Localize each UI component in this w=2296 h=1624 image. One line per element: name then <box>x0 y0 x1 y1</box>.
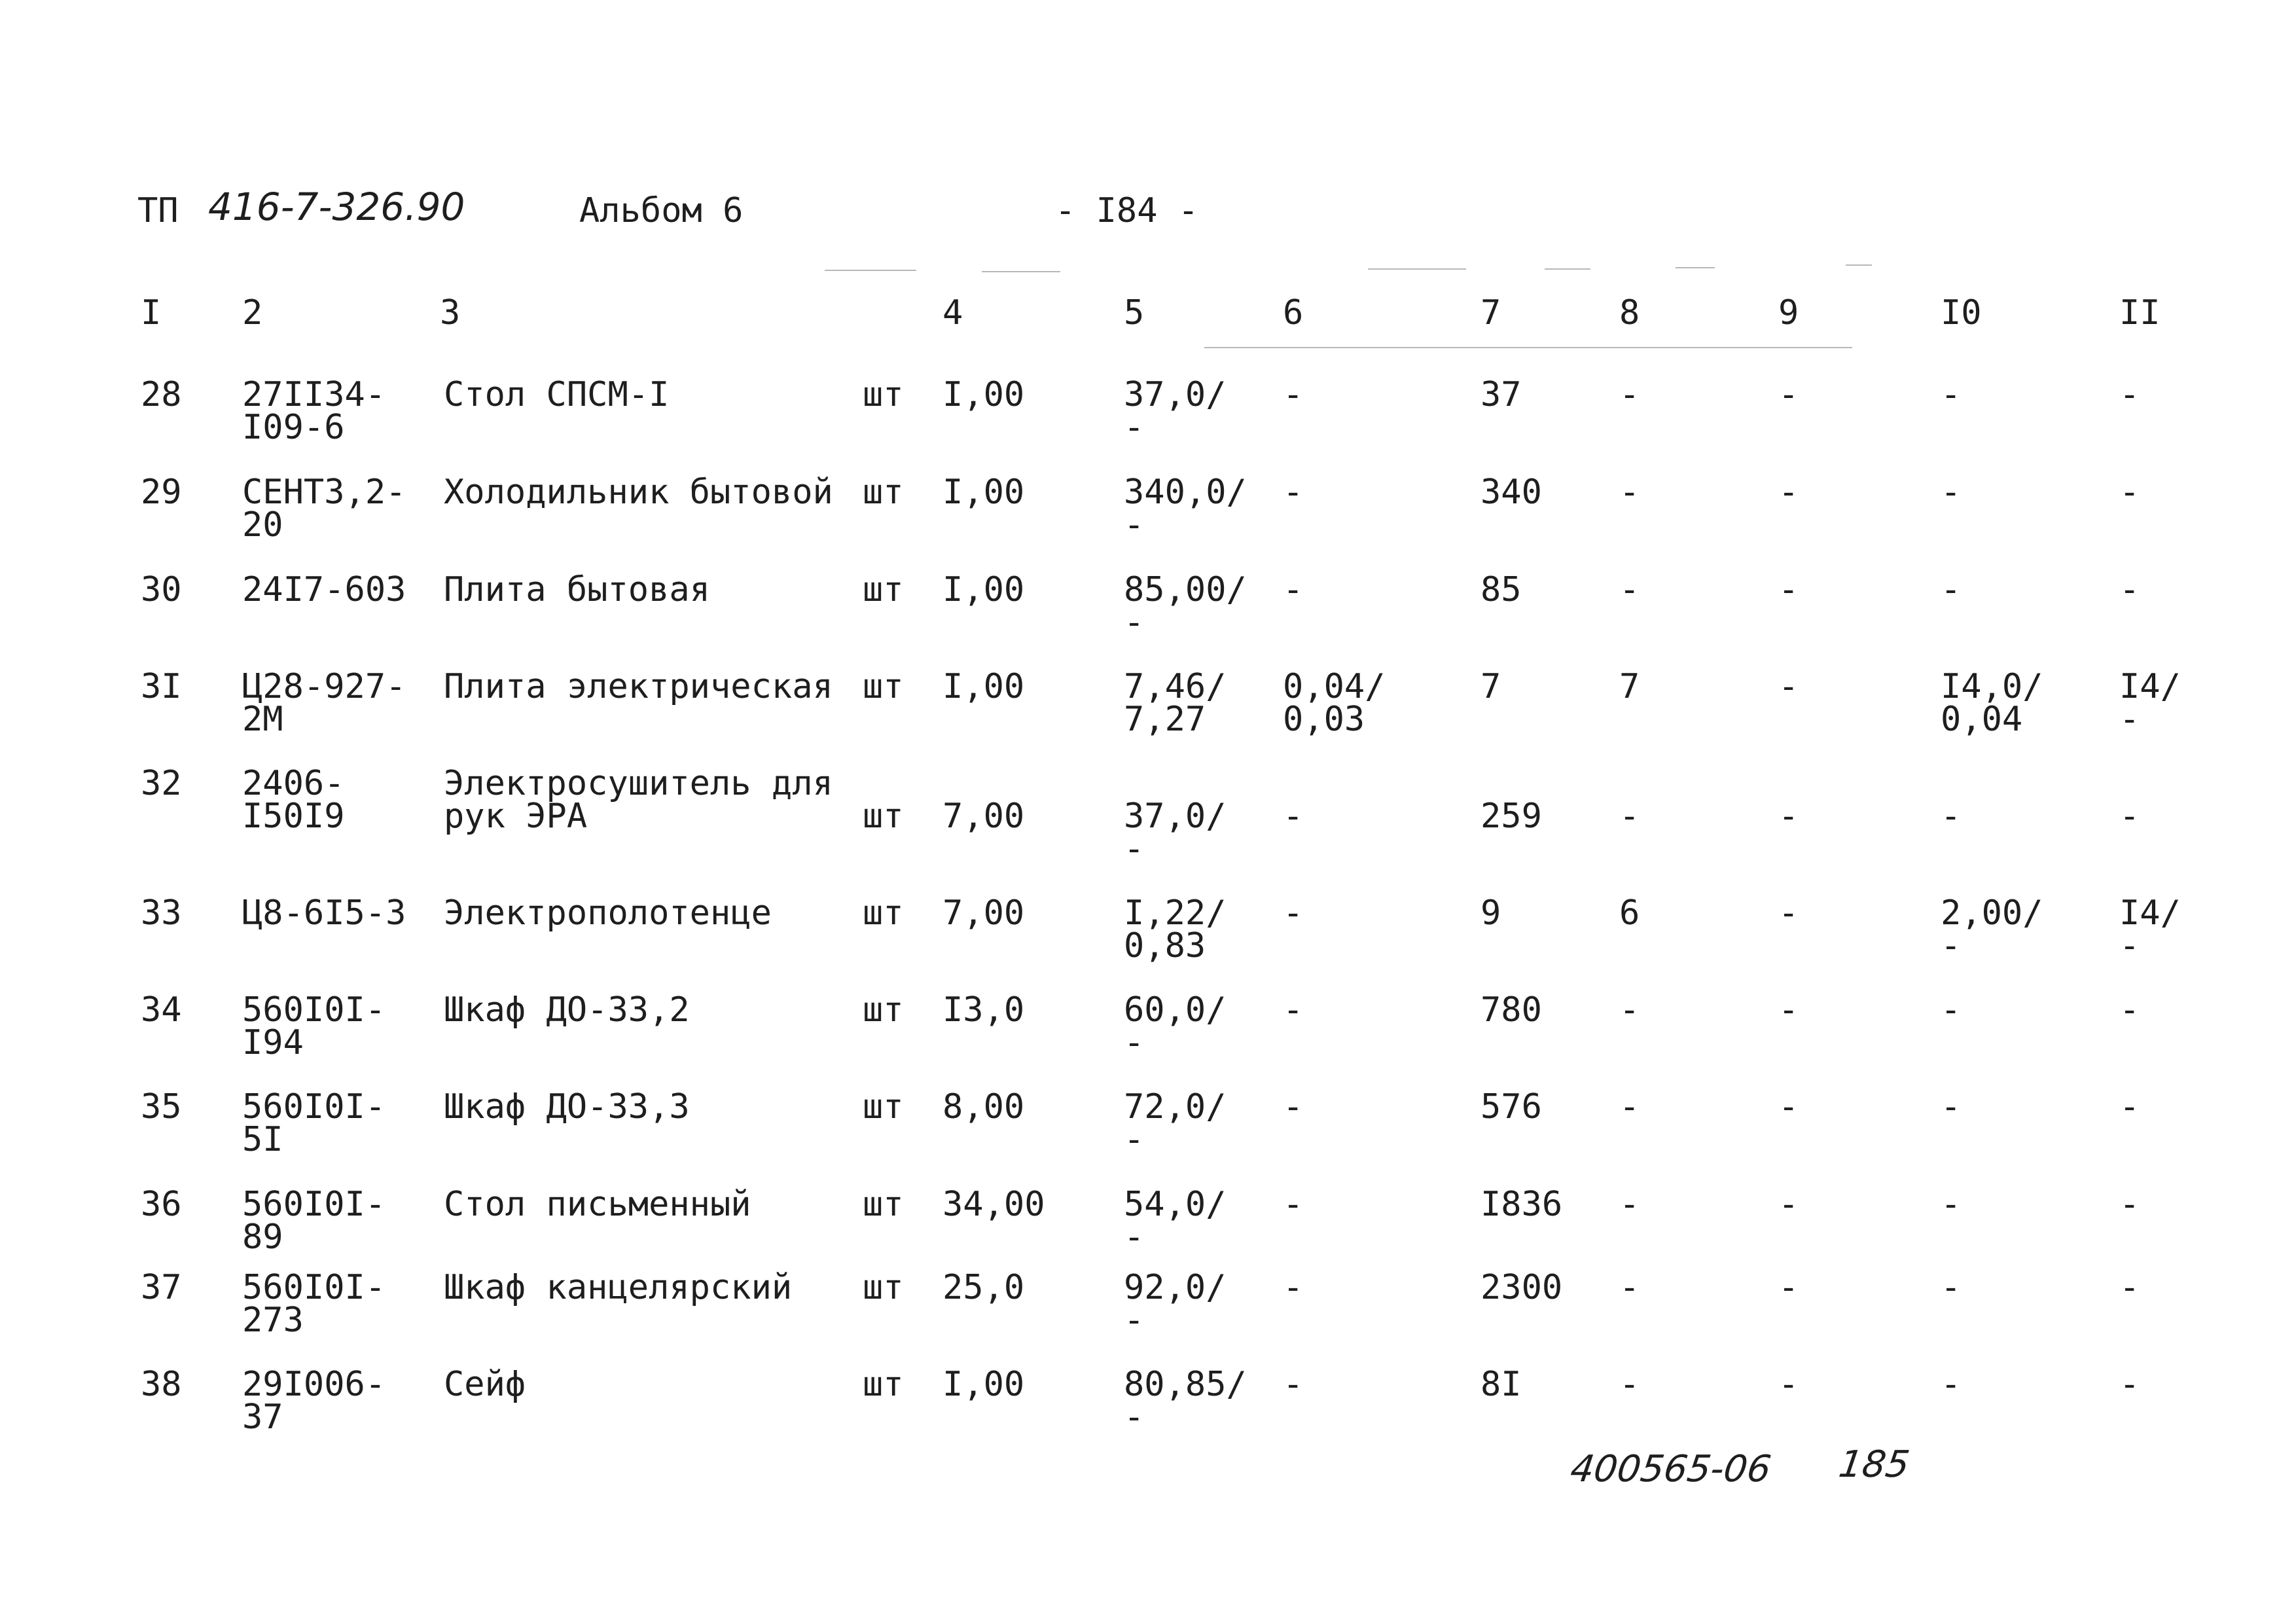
column-number: I <box>141 293 162 333</box>
quantity: I,00 <box>942 667 1025 706</box>
column-number: 8 <box>1619 293 1640 333</box>
item-code: Ц8-6I5-3 <box>242 893 406 933</box>
unit: шт <box>863 1365 904 1404</box>
document-code-number: 416-7-326.90 <box>208 185 465 229</box>
col10-value: - <box>1941 797 1962 836</box>
col7-value: I836 <box>1480 1185 1563 1224</box>
table-row <box>0 1268 2296 1363</box>
item-name: Электрополотенце <box>444 893 772 933</box>
col9-value: - <box>1778 797 1799 836</box>
col5-value: 92,0/ - <box>1124 1268 1227 1340</box>
col11-value: - <box>2119 797 2140 836</box>
col10-value: - <box>1941 473 1962 512</box>
col7-value: 9 <box>1480 893 1501 933</box>
quantity: 34,00 <box>942 1185 1045 1224</box>
unit: шт <box>863 893 904 933</box>
unit: шт <box>863 1185 904 1224</box>
col11-value: - <box>2119 570 2140 609</box>
col11-value: - <box>2119 1185 2140 1224</box>
col6-value: - <box>1283 375 1304 414</box>
col9-value: - <box>1778 1087 1799 1127</box>
item-name: Электросушитель для рук ЭРА <box>444 764 833 836</box>
scan-speck <box>1368 268 1466 270</box>
item-code: Ц28-927- 2М <box>242 667 406 739</box>
unit: шт <box>863 570 904 609</box>
table-row <box>0 570 2296 665</box>
col8-value: 6 <box>1619 893 1640 933</box>
table-row <box>0 1087 2296 1182</box>
item-name: Шкаф ДО-33,2 <box>444 990 690 1030</box>
table-row <box>0 375 2296 470</box>
col5-value: 7,46/ 7,27 <box>1124 667 1227 739</box>
row-number: 38 <box>141 1365 182 1404</box>
col9-value: - <box>1778 570 1799 609</box>
col9-value: - <box>1778 1268 1799 1307</box>
col5-value: 60,0/ - <box>1124 990 1227 1062</box>
scan-speck <box>1676 267 1715 268</box>
item-code: 560I0I- 5I <box>242 1087 386 1159</box>
col7-value: 780 <box>1480 990 1542 1030</box>
col5-value: 85,00/ - <box>1124 570 1247 642</box>
col6-value: - <box>1283 1087 1304 1127</box>
unit: шт <box>863 1268 904 1307</box>
col7-value: 7 <box>1480 667 1501 706</box>
col9-value: - <box>1778 375 1799 414</box>
col9-value: - <box>1778 473 1799 512</box>
table-row <box>0 764 2296 869</box>
item-code: 560I0I- 89 <box>242 1185 386 1257</box>
album-label: Альбом 6 <box>579 191 744 230</box>
col7-value: 37 <box>1480 375 1522 414</box>
col10-value: - <box>1941 570 1962 609</box>
item-name: Плита бытовая <box>444 570 710 609</box>
quantity: I,00 <box>942 375 1025 414</box>
row-number: 30 <box>141 570 182 609</box>
item-name: Шкаф канцелярский <box>444 1268 793 1307</box>
item-code: 24I7-603 <box>242 570 406 609</box>
column-number: 2 <box>242 293 263 333</box>
item-name: Шкаф ДО-33,3 <box>444 1087 690 1127</box>
quantity: I,00 <box>942 473 1025 512</box>
table-row <box>0 667 2296 762</box>
scan-speck <box>825 270 916 271</box>
col9-value: - <box>1778 893 1799 933</box>
quantity: 8,00 <box>942 1087 1025 1127</box>
col9-value: - <box>1778 990 1799 1030</box>
item-code: 560I0I- I94 <box>242 990 386 1062</box>
row-number: 33 <box>141 893 182 933</box>
scan-speck <box>982 271 1060 272</box>
quantity: 25,0 <box>942 1268 1025 1307</box>
quantity: 7,00 <box>942 797 1025 836</box>
item-code: 27II34- I09-6 <box>242 375 386 447</box>
col9-value: - <box>1778 1185 1799 1224</box>
col8-value: 7 <box>1619 667 1640 706</box>
row-number: 29 <box>141 473 182 512</box>
col10-value: - <box>1941 1268 1962 1307</box>
col11-value: - <box>2119 1365 2140 1404</box>
scan-speck <box>1204 347 1852 348</box>
col7-value: 576 <box>1480 1087 1542 1127</box>
quantity: 7,00 <box>942 893 1025 933</box>
col10-value: - <box>1941 1365 1962 1404</box>
column-number: 4 <box>942 293 963 333</box>
quantity: I,00 <box>942 1365 1025 1404</box>
col8-value: - <box>1619 473 1640 512</box>
col9-value: - <box>1778 1365 1799 1404</box>
item-code: 560I0I- 273 <box>242 1268 386 1340</box>
column-number: 5 <box>1124 293 1145 333</box>
col6-value: - <box>1283 473 1304 512</box>
item-name: Сейф <box>444 1365 526 1404</box>
quantity: I,00 <box>942 570 1025 609</box>
col10-value: - <box>1941 1185 1962 1224</box>
unit: шт <box>863 990 904 1030</box>
col9-value: - <box>1778 667 1799 706</box>
col8-value: - <box>1619 1268 1640 1307</box>
col8-value: - <box>1619 1185 1640 1224</box>
col11-value: I4/ - <box>2119 667 2181 739</box>
col5-value: 37,0/ - <box>1124 797 1227 869</box>
scan-speck <box>1545 268 1590 270</box>
row-number: 32 <box>141 764 182 803</box>
column-number: II <box>2119 293 2161 333</box>
col8-value: - <box>1619 990 1640 1030</box>
col7-value: 85 <box>1480 570 1522 609</box>
unit: шт <box>863 1087 904 1127</box>
column-number: 7 <box>1480 293 1501 333</box>
col5-value: 80,85/ - <box>1124 1365 1247 1437</box>
col6-value: - <box>1283 1365 1304 1404</box>
col6-value: - <box>1283 990 1304 1030</box>
col6-value: - <box>1283 570 1304 609</box>
row-number: 36 <box>141 1185 182 1224</box>
col7-value: 340 <box>1480 473 1542 512</box>
column-number: 9 <box>1778 293 1799 333</box>
row-number: 28 <box>141 375 182 414</box>
col11-value: - <box>2119 1268 2140 1307</box>
table-row <box>0 1365 2296 1460</box>
col5-value: 54,0/ - <box>1124 1185 1227 1257</box>
table-row <box>0 473 2296 568</box>
col7-value: 2300 <box>1480 1268 1563 1307</box>
col6-value: - <box>1283 1185 1304 1224</box>
unit: шт <box>863 473 904 512</box>
col6-value: - <box>1283 893 1304 933</box>
col5-value: 37,0/ - <box>1124 375 1227 447</box>
col8-value: - <box>1619 797 1640 836</box>
item-code: 2406- I50I9 <box>242 764 345 836</box>
col8-value: - <box>1619 570 1640 609</box>
item-code: 29I006- 37 <box>242 1365 386 1437</box>
item-name: Стол СПСМ-I <box>444 375 670 414</box>
sheet-number: 185 <box>1836 1443 1912 1486</box>
quantity: I3,0 <box>942 990 1025 1030</box>
col11-value: - <box>2119 1087 2140 1127</box>
table-row <box>0 990 2296 1085</box>
col10-value: - <box>1941 990 1962 1030</box>
col5-value: 72,0/ - <box>1124 1087 1227 1159</box>
col11-value: I4/ - <box>2119 893 2181 965</box>
item-name: Стол письменный <box>444 1185 751 1224</box>
document-code-prefix: ТП <box>137 191 179 230</box>
scan-speck <box>1846 264 1872 266</box>
col8-value: - <box>1619 1087 1640 1127</box>
column-number: 6 <box>1283 293 1304 333</box>
col10-value: - <box>1941 1087 1962 1127</box>
col10-value: 2,00/ - <box>1941 893 2043 965</box>
col5-value: 340,0/ - <box>1124 473 1247 545</box>
column-number: I0 <box>1941 293 1982 333</box>
col6-value: - <box>1283 1268 1304 1307</box>
col7-value: 8I <box>1480 1365 1522 1404</box>
col11-value: - <box>2119 473 2140 512</box>
col11-value: - <box>2119 375 2140 414</box>
col10-value: - <box>1941 375 1962 414</box>
column-number: 3 <box>440 293 461 333</box>
archive-number: 400565-06 <box>1568 1448 1774 1490</box>
col6-value: 0,04/ 0,03 <box>1283 667 1386 739</box>
row-number: 35 <box>141 1087 182 1127</box>
row-number: 3I <box>141 667 182 706</box>
row-number: 37 <box>141 1268 182 1307</box>
item-name: Плита электрическая <box>444 667 833 706</box>
unit: шт <box>863 667 904 706</box>
col6-value: - <box>1283 797 1304 836</box>
unit: шт <box>863 797 904 836</box>
table-row <box>0 1185 2296 1280</box>
item-code: СЕНТЗ,2- 20 <box>242 473 406 545</box>
row-number: 34 <box>141 990 182 1030</box>
col7-value: 259 <box>1480 797 1542 836</box>
col5-value: I,22/ 0,83 <box>1124 893 1227 965</box>
col11-value: - <box>2119 990 2140 1030</box>
col10-value: I4,0/ 0,04 <box>1941 667 2043 739</box>
item-name: Холодильник бытовой <box>444 473 833 512</box>
table-row <box>0 893 2296 988</box>
page-number: - I84 - <box>1055 191 1199 230</box>
col8-value: - <box>1619 1365 1640 1404</box>
col8-value: - <box>1619 375 1640 414</box>
unit: шт <box>863 375 904 414</box>
